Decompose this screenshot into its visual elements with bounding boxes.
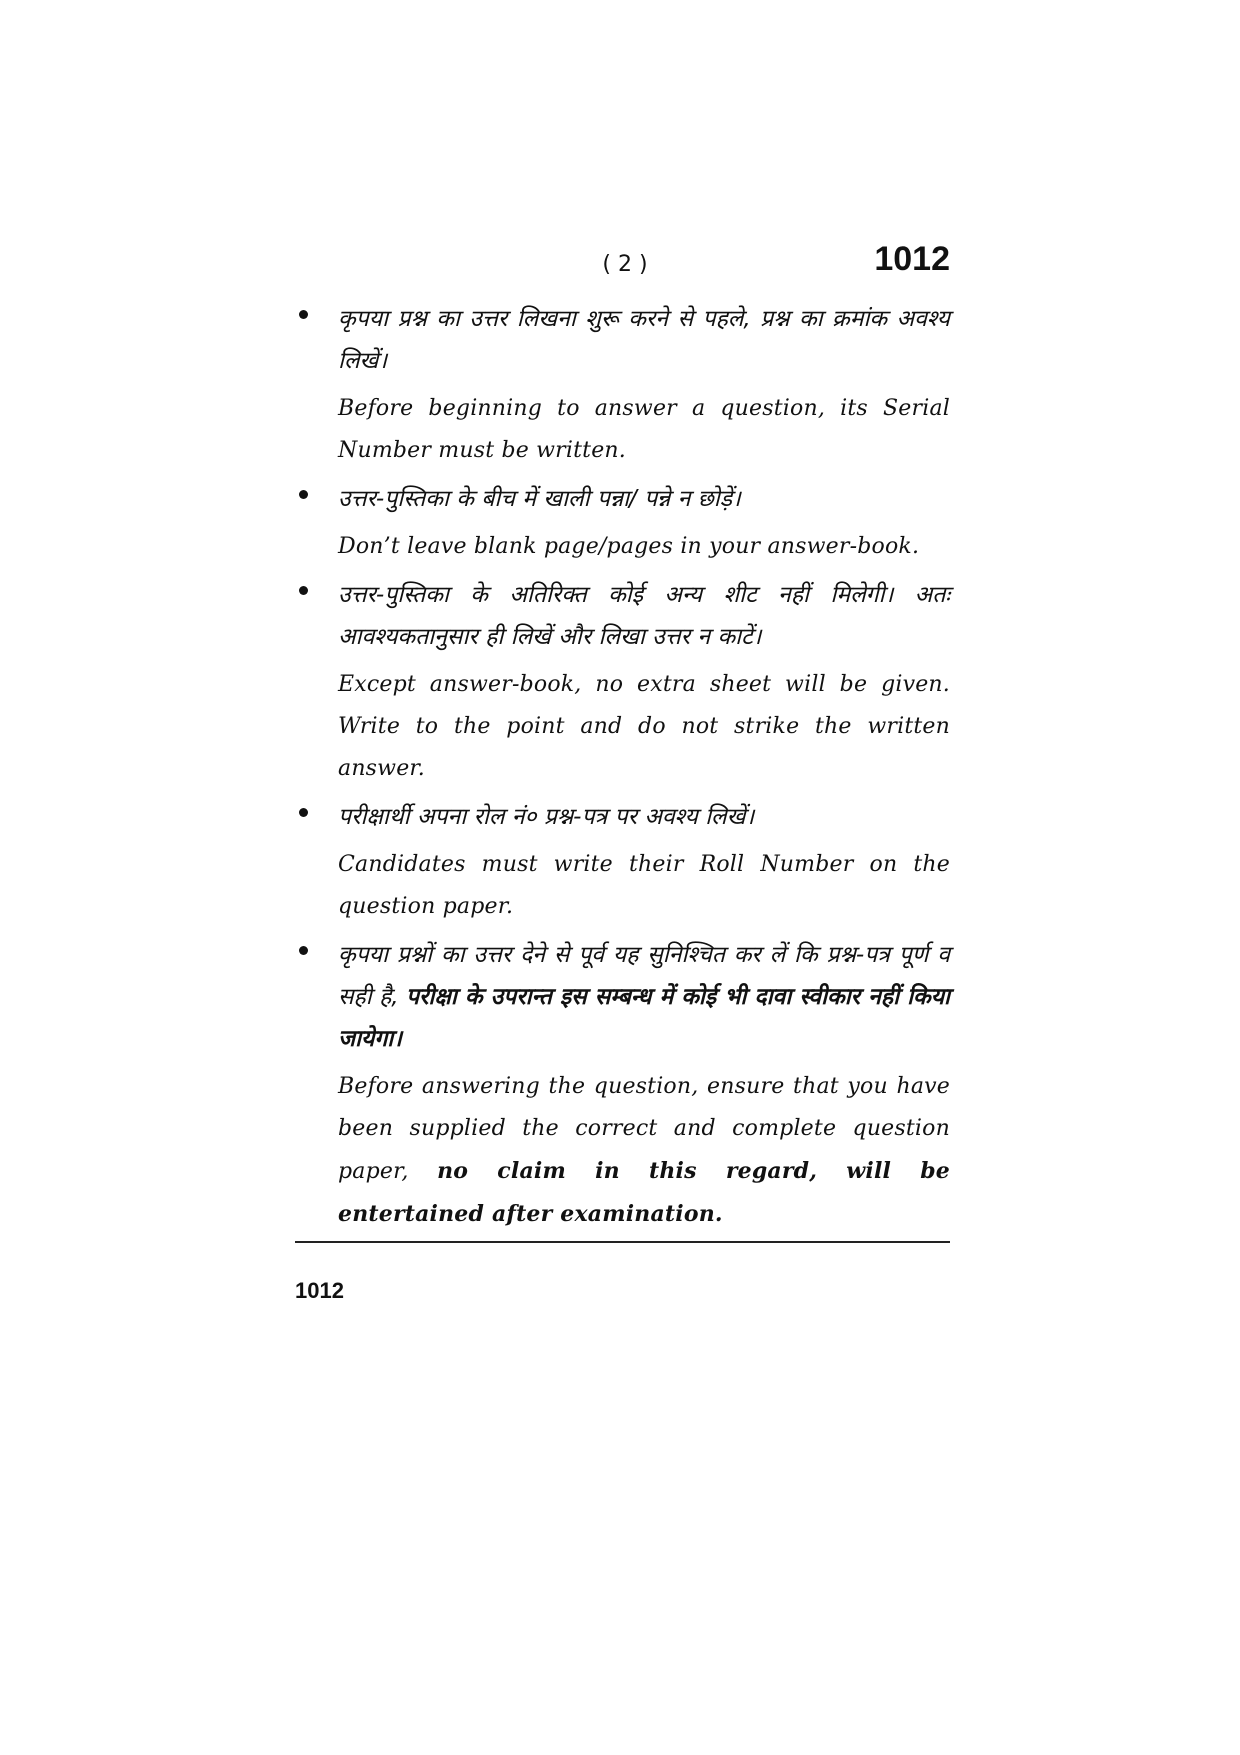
instruction-hindi [338, 934, 950, 1060]
instruction-english: Before beginning to answer a question, its Serial Number must be written. [338, 396, 950, 463]
paper-code-footer: 1012 [295, 1278, 344, 1303]
instruction-english: Don’t leave blank page/pages in your answer-book. [338, 534, 920, 559]
instruction-item [295, 934, 950, 1236]
instruction-item [295, 478, 950, 568]
instruction-english-text: Before answering the question, ensure that you have been supplied the correct and complete question paper, [338, 1074, 950, 1184]
bullet-icon [299, 490, 308, 499]
paper-code-header: 1012 [874, 240, 950, 278]
bullet-icon [299, 808, 308, 817]
page-number: ( 2 ) [602, 252, 648, 277]
instruction-hindi-bold: परीक्षा के उपरान्त इस सम्बन्ध में कोई भी दावा स्वीकार नहीं किया जायेगा। [338, 984, 950, 1052]
instruction-hindi: उत्तर-पुस्तिका के बीच में खाली पन्ना/ पन्ने न छोड़ें। [338, 486, 741, 512]
instruction-item [295, 298, 950, 472]
instruction-english-bold: no claim in this regard, will be entertained after examination. [338, 1158, 950, 1227]
divider-rule [295, 1241, 950, 1243]
instruction-item [295, 574, 950, 790]
instruction-item [295, 796, 950, 928]
instruction-hindi: कृपया प्रश्न का उत्तर लिखना शुरू करने से पहले, प्रश्न का क्रमांक अवश्य लिखें। [338, 306, 950, 374]
instruction-english [338, 1066, 950, 1236]
instruction-hindi: उत्तर-पुस्तिका के अतिरिक्त कोई अन्य शीट नहीं मिलेगी। अतः आवश्यकतानुसार ही लिखें और लिखा उत्तर न काटें। [338, 582, 950, 650]
bullet-icon [299, 946, 308, 955]
instruction-english: Except answer-book, no extra sheet will be given. Write to the point and do not strike the written answer. [338, 672, 950, 781]
instruction-hindi-text: कृपया प्रश्नों का उत्तर देने से पूर्व यह सुनिश्चित कर लें कि प्रश्न-पत्र पूर्ण व सही है, [338, 942, 950, 1010]
instruction-english: Candidates must write their Roll Number on the question paper. [338, 852, 950, 919]
bullet-icon [299, 310, 308, 319]
bullet-icon [299, 586, 308, 595]
instructions-list [295, 298, 950, 1242]
instruction-hindi: परीक्षार्थी अपना रोल नं० प्रश्न-पत्र पर अवश्य लिखें। [338, 804, 755, 830]
